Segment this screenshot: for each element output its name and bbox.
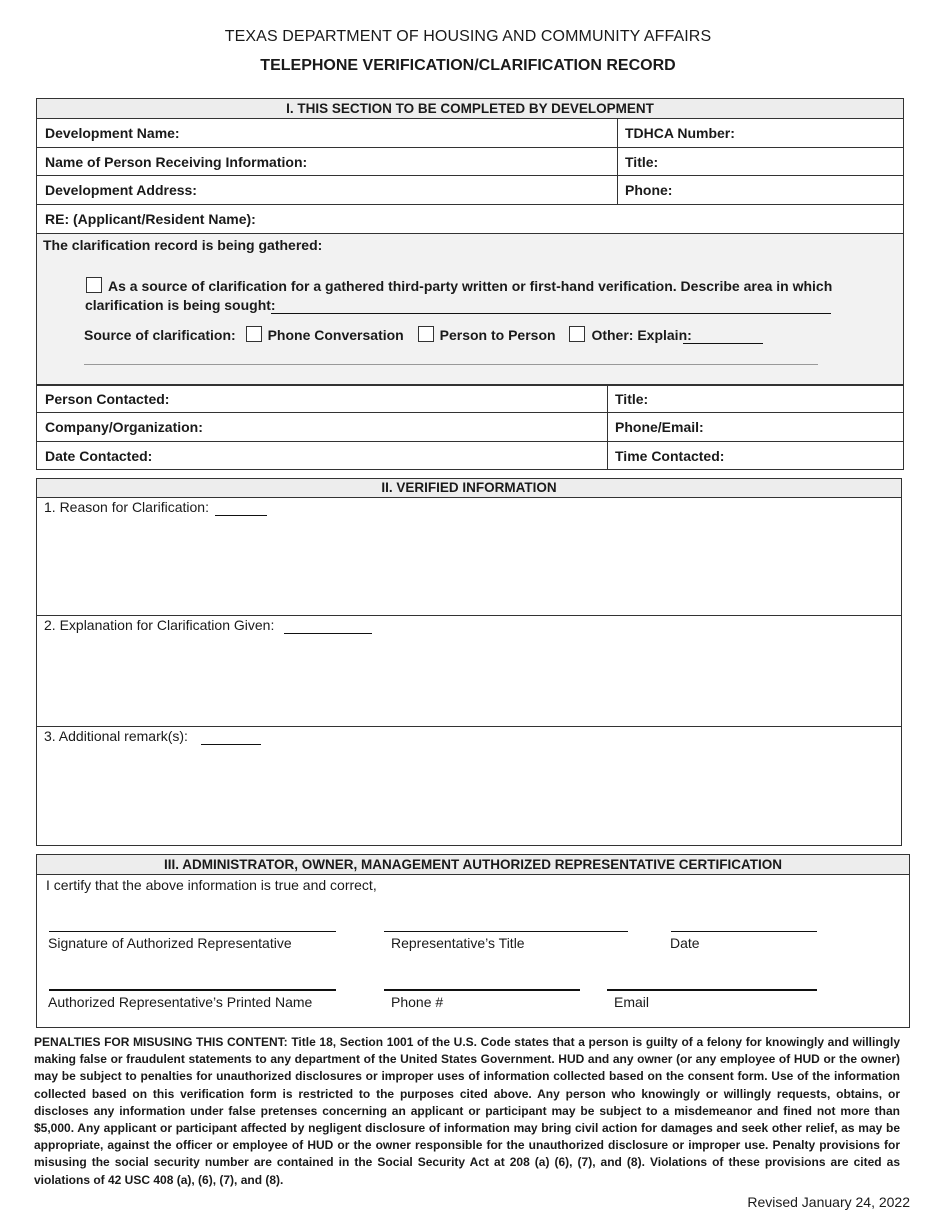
- email-label: Email: [614, 994, 650, 1010]
- phone-field[interactable]: [617, 176, 903, 204]
- row-development-address: [37, 175, 903, 204]
- company-label: Company/Organization:: [45, 419, 203, 435]
- date-contacted-label: Date Contacted:: [45, 448, 153, 464]
- revised-date: Revised January 24, 2022: [747, 1194, 910, 1210]
- section-2: [36, 478, 902, 846]
- row-person-contacted: [37, 384, 903, 412]
- certify-text: I certify that the above information is true and correct,: [46, 877, 377, 893]
- other-checkbox[interactable]: [569, 326, 585, 342]
- person-contacted-label: Person Contacted:: [45, 391, 170, 407]
- tdhca-number-label: TDHCA Number:: [625, 125, 735, 141]
- form-title: TELEPHONE VERIFICATION/CLARIFICATION RECORD: [260, 57, 676, 74]
- section-3-heading: III. ADMINISTRATOR, OWNER, MANAGEMENT AUTHORIZED REPRESENTATIVE CERTIFICATION: [37, 855, 909, 875]
- row-company: [37, 412, 903, 441]
- tdhca-number-field[interactable]: [617, 119, 903, 147]
- receiver-title-label: Title:: [625, 153, 659, 170]
- penalties-notice: PENALTIES FOR MISUSING THIS CONTENT: Title 18, Section 1001 of the U.S. Code states that a person is guilty of a felony for knowingly and willingly making false or fraudulent statements to any department of the United States Government. HUD and any owner (or any employee of HUD or the owner) may be subject to penalties for unauthorized disclosures or improper uses of information collected based on the consent form. Use of the information collected based on this verification form is restricted to the purposes cited above. Any person who knowingly or willingly requests, obtains, or discloses any information under false pretenses concerning an applicant or participant may be subject to a misdemeanor and fined not more than $5,000. Any applicant or participant affected by negligent disclosure of information may bring civil action for damages and seek other relief, as may be appropriate, against the officer or employee of HUD or the owner responsible for the unauthorized disclosure or improper use. Penalty provisions for misusing the social security number are contained in the Social Security Act at 208 (a) (6), (7), and (8). Violations of these provisions are cited as violations of 42 USC 408 (a), (6), (7), and (8).: [34, 1035, 900, 1187]
- signature-line[interactable]: [49, 931, 336, 932]
- phone-conversation-label: Phone Conversation: [267, 327, 404, 343]
- section-1: [36, 98, 904, 470]
- row-person-receiving: [37, 147, 903, 175]
- printed-name-line[interactable]: [49, 989, 336, 991]
- development-address-field[interactable]: [37, 176, 617, 204]
- source-label: Source of clarification:: [84, 327, 236, 343]
- row-date-contacted: [37, 441, 903, 470]
- extra-explain-line[interactable]: [84, 364, 818, 365]
- phone-email-field[interactable]: [607, 413, 903, 441]
- other-explain-line[interactable]: [683, 343, 763, 344]
- source-checkbox[interactable]: [86, 277, 102, 293]
- explanation-label: 2. Explanation for Clarification Given:: [44, 617, 275, 633]
- email-line[interactable]: [607, 989, 817, 991]
- contact-title-field[interactable]: [607, 386, 903, 412]
- gathered-label: The clarification record is being gathered:: [43, 237, 323, 253]
- person-contacted-field[interactable]: [37, 386, 607, 412]
- rep-title-line[interactable]: [384, 931, 628, 932]
- explanation-line[interactable]: [284, 633, 372, 634]
- section-3: [36, 854, 910, 1028]
- time-contacted-field[interactable]: [607, 442, 903, 470]
- phone-label: Phone:: [625, 182, 673, 198]
- remarks-block[interactable]: [37, 727, 901, 845]
- explanation-block[interactable]: [37, 616, 901, 727]
- contact-title-label: Title:: [615, 391, 649, 407]
- remarks-label: 3. Additional remark(s):: [44, 728, 188, 744]
- checkbox-text-line1: As a source of clarification for a gathered third-party written or first-hand verification. Describe area in which: [108, 278, 833, 294]
- phone-label: Phone #: [391, 994, 444, 1010]
- reason-label: 1. Reason for Clarification:: [44, 499, 209, 515]
- person-receiving-label: Name of Person Receiving Information:: [45, 153, 308, 170]
- person-receiving-field[interactable]: [37, 148, 617, 175]
- development-name-label: Development Name:: [45, 125, 180, 141]
- rep-title-label: Representative’s Title: [391, 935, 525, 951]
- other-explain-label: Other: Explain:: [591, 327, 692, 343]
- agency-name: TEXAS DEPARTMENT OF HOUSING AND COMMUNITY AFFAIRS: [224, 28, 712, 45]
- re-applicant-label: RE: (Applicant/Resident Name):: [45, 211, 256, 227]
- reason-line[interactable]: [215, 515, 267, 516]
- person-to-person-checkbox[interactable]: [418, 326, 434, 342]
- date-label: Date: [670, 935, 700, 951]
- section-1-heading: I. THIS SECTION TO BE COMPLETED BY DEVELOPMENT: [37, 99, 903, 119]
- phone-line[interactable]: [384, 989, 580, 991]
- company-field[interactable]: [37, 413, 607, 441]
- phone-email-label: Phone/Email:: [615, 419, 704, 435]
- development-name-field[interactable]: [37, 119, 617, 147]
- remarks-line[interactable]: [201, 744, 261, 745]
- development-address-label: Development Address:: [45, 182, 197, 198]
- clarification-area-line[interactable]: [271, 313, 831, 314]
- section-2-heading: II. VERIFIED INFORMATION: [37, 479, 901, 498]
- row-re-applicant: [37, 204, 903, 233]
- date-contacted-field[interactable]: [37, 442, 607, 470]
- date-line[interactable]: [671, 931, 817, 932]
- person-to-person-label: Person to Person: [439, 327, 556, 343]
- time-contacted-label: Time Contacted:: [615, 448, 725, 464]
- re-applicant-field[interactable]: [37, 205, 903, 233]
- printed-name-label: Authorized Representative’s Printed Name: [48, 994, 313, 1010]
- reason-block[interactable]: [37, 497, 901, 615]
- receiver-title-field[interactable]: [617, 148, 903, 175]
- signature-label: Signature of Authorized Representative: [48, 935, 292, 951]
- row-development-name: [37, 118, 903, 147]
- checkbox-text-line2: clarification is being sought:: [85, 297, 276, 313]
- clarification-block: [37, 233, 903, 384]
- phone-conversation-checkbox[interactable]: [246, 326, 262, 342]
